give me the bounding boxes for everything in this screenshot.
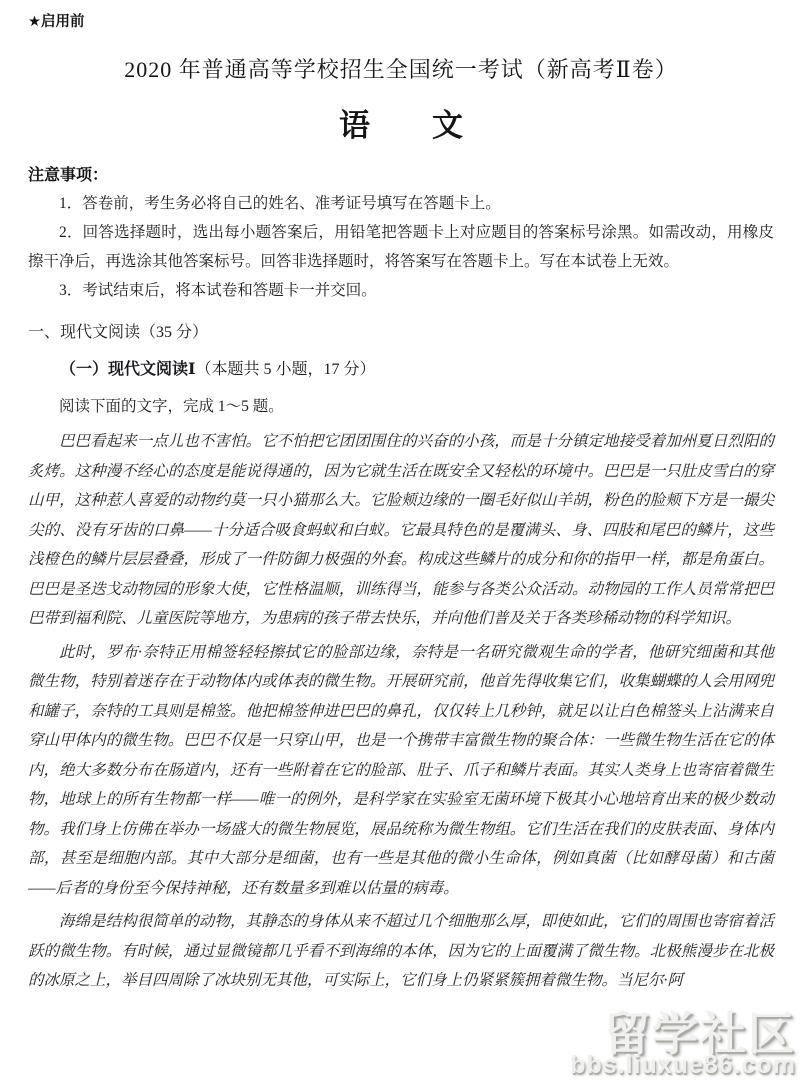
pre-use-note: ★启用前 <box>28 14 85 30</box>
reading-instruction: 阅读下面的文字，完成 1～5 题。 <box>59 398 284 415</box>
notice-item-3: 3．考试结束后，将本试卷和答题卡一并交回。 <box>59 282 377 299</box>
exam-title: 2020 年普通高等学校招生全国统一考试（新高考Ⅱ卷） <box>124 57 678 82</box>
site-watermark <box>570 1008 796 1079</box>
passage-paragraph-1: 巴巴看起来一点儿也不害怕。它不怕把它团团围住的兴奋的小孩，而是十分镇定地接受着加州夏日烈阳的炙烤。这种漫不经心的态度是能说得通的，因为它就生活在既安全又轻松的环境中。巴巴是一只肚皮雪白的穿山甲，这种惹人喜爱的动物约莫一只小猫那么大。它脸颊边缘的一圈毛好似山羊胡，粉色的脸颊下方是一撮尖尖的、没有牙齿的口鼻——十分适合吸食蚂蚁和白蚁。它最具特色的是覆满头、身、四肢和尾巴的鳞片，这些浅橙色的鳞片层层叠叠，形成了一件防御力极强的外套。构成这些鳞片的成分和你的指甲一样，都是角蛋白。巴巴是圣迭戈动物园的形象大使，它性格温顺，训练得当，能参与各类公众活动。动物园的工作人员常常把巴巴带到福利院、儿童医院等地方，为患病的孩子带去快乐，并向他们普及关于各类珍稀动物的科学知识。 <box>28 433 774 627</box>
subsection-title: （一）现代文阅读Ⅰ <box>60 361 196 378</box>
notice-item-1: 1．答卷前，考生务必将自己的姓名、准考证号填写在答题卡上。 <box>59 195 501 212</box>
subject-title: 语 文 <box>339 108 463 143</box>
notice-item-2: 2．回答选择题时，选出每小题答案后，用铅笔把答题卡上对应题目的答案标号涂黑。如需改动，用橡皮擦干净后，再选涂其他答案标号。回答非选择题时，将答案写在答题卡上。写在本试卷上无效。 <box>28 224 774 270</box>
watermark-site-name: 留学社区 <box>604 1008 796 1060</box>
subsection-heading <box>28 355 774 385</box>
watermark-site-url: bbs.liuxue86.com <box>570 1051 796 1079</box>
subsection-meta: （本题共 5 小题，17 分） <box>195 361 376 378</box>
notice-heading: 注意事项： <box>28 167 109 184</box>
notice-section <box>28 163 774 305</box>
passage-paragraph-3: 海绵是结构很简单的动物，其静态的身体从来不超过几个细胞那么厚，即使如此，它们的周围也寄宿着活跃的微生物。有时候，通过显微镜都几乎看不到海绵的本体，因为它的上面覆满了微生物。北极熊漫步在北极的冰原之上，举目四周除了冰块别无其他，可实际上，它们身上仍紧紧簇拥着微生物。当尼尔·阿 <box>28 913 774 989</box>
reading-passage <box>28 427 774 996</box>
passage-paragraph-2: 此时，罗布·奈特正用棉签轻轻擦拭它的脸部边缘，奈特是一名研究微观生命的学者，他研究细菌和其他微生物，特别着迷存在于动物体内或体表的微生物。开展研究前，他首先得收集它们，收集蝴蝶的人会用网兜和罐子，奈特的工具则是棉签。他把棉签伸进巴巴的鼻孔，仅仅转上几秒钟，就足以让白色棉签头上沾满来自穿山甲体内的微生物。巴巴不仅是一只穿山甲，也是一个携带丰富微生物的聚合体：一些微生物生活在它的体内，绝大多数分布在肠道内，还有一些附着在它的脸部、肚子、爪子和鳞片表面。其实人类身上也寄宿着微生物，地球上的所有生物都一样——唯一的例外，是科学家在实验室无菌环境下极其小心地培育出来的极少数动物。我们身上仿佛在举办一场盛大的微生物展览，展品统称为微生物组。它们生活在我们的皮肤表面、身体内部，甚至是细胞内部。其中大部分是细菌，也有一些是其他的微小生命体，例如真菌（比如酵母菌）和古菌——后者的身份至今保持神秘，还有数量多到难以估量的病毒。 <box>28 643 774 897</box>
section-one-heading: 一、现代文阅读（35 分） <box>28 324 209 341</box>
